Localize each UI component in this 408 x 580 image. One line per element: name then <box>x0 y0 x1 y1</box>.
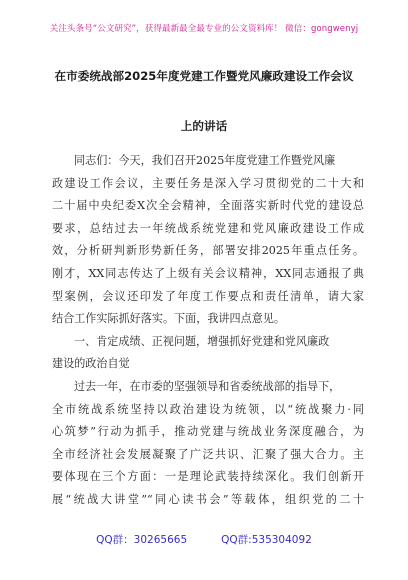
footer <box>0 532 408 547</box>
footer-qq-group-1: QQ群：30265665 <box>96 534 188 546</box>
document-title-line2: 上的讲话 <box>180 119 228 133</box>
paragraph-line: 效，分析研判新形势新任务，部署安排2025年重点任务。 <box>52 244 364 258</box>
paragraph-line: 全市统战系统坚持以政治建设为统领，以“统战聚力·同 <box>52 402 364 416</box>
paragraph-line: 型案例，会议还印发了年度工作要点和责任清单，请大家 <box>52 289 364 303</box>
document-title: 在市委统战部2025年度党建工作暨党风廉政建设工作会议 <box>54 69 354 83</box>
paragraph-line: 心筑梦”行动为抓手，推动党建与统战业务深度融合，为 <box>52 425 364 439</box>
footer-qq-group-2: QQ群:535304092 <box>221 534 312 546</box>
paragraph-line: 结合工作实际抓好落实。下面，我讲四点意见。 <box>52 312 285 326</box>
paragraph-line: 同志们：今天，我们召开2025年度党建工作暨党风廉 <box>74 154 336 167</box>
paragraph-line: 要求，总结过去一年统战系统党建和党风廉政建设工作成 <box>52 221 364 235</box>
section-heading-cont: 建设的政治自觉 <box>52 357 130 371</box>
paragraph-line: 二十届中央纪委X次全会精神，全面落实新时代党的建设总 <box>52 199 364 213</box>
paragraph-line: 过去一年，在市委的坚强领导和省委统战部的指导下， <box>74 379 341 393</box>
header-banner: 关注头条号“公文研究”，获得最新最全最专业的公文资料库！ 微信：gongwenyj <box>49 24 359 34</box>
paragraph-line: 全市经济社会发展凝聚了广泛共识、汇聚了强大合力。主 <box>52 447 364 461</box>
paragraph-line: 刚才，XX同志传达了上级有关会议精神，XX同志通报了典 <box>52 266 364 280</box>
paragraph-line: 展“统战大讲堂”“同心读书会”等载体，组织党的二十 <box>52 492 364 506</box>
document-body <box>52 150 364 512</box>
paragraph-line: 政建设工作会议，主要任务是深入学习贯彻党的二十大和 <box>52 176 364 190</box>
section-heading: 一、肯定成绩、正视问题，增强抓好党建和党风廉政 <box>74 334 330 348</box>
paragraph-line: 要体现在三个方面：一是理论武装持续深化。我们创新开 <box>52 470 364 484</box>
